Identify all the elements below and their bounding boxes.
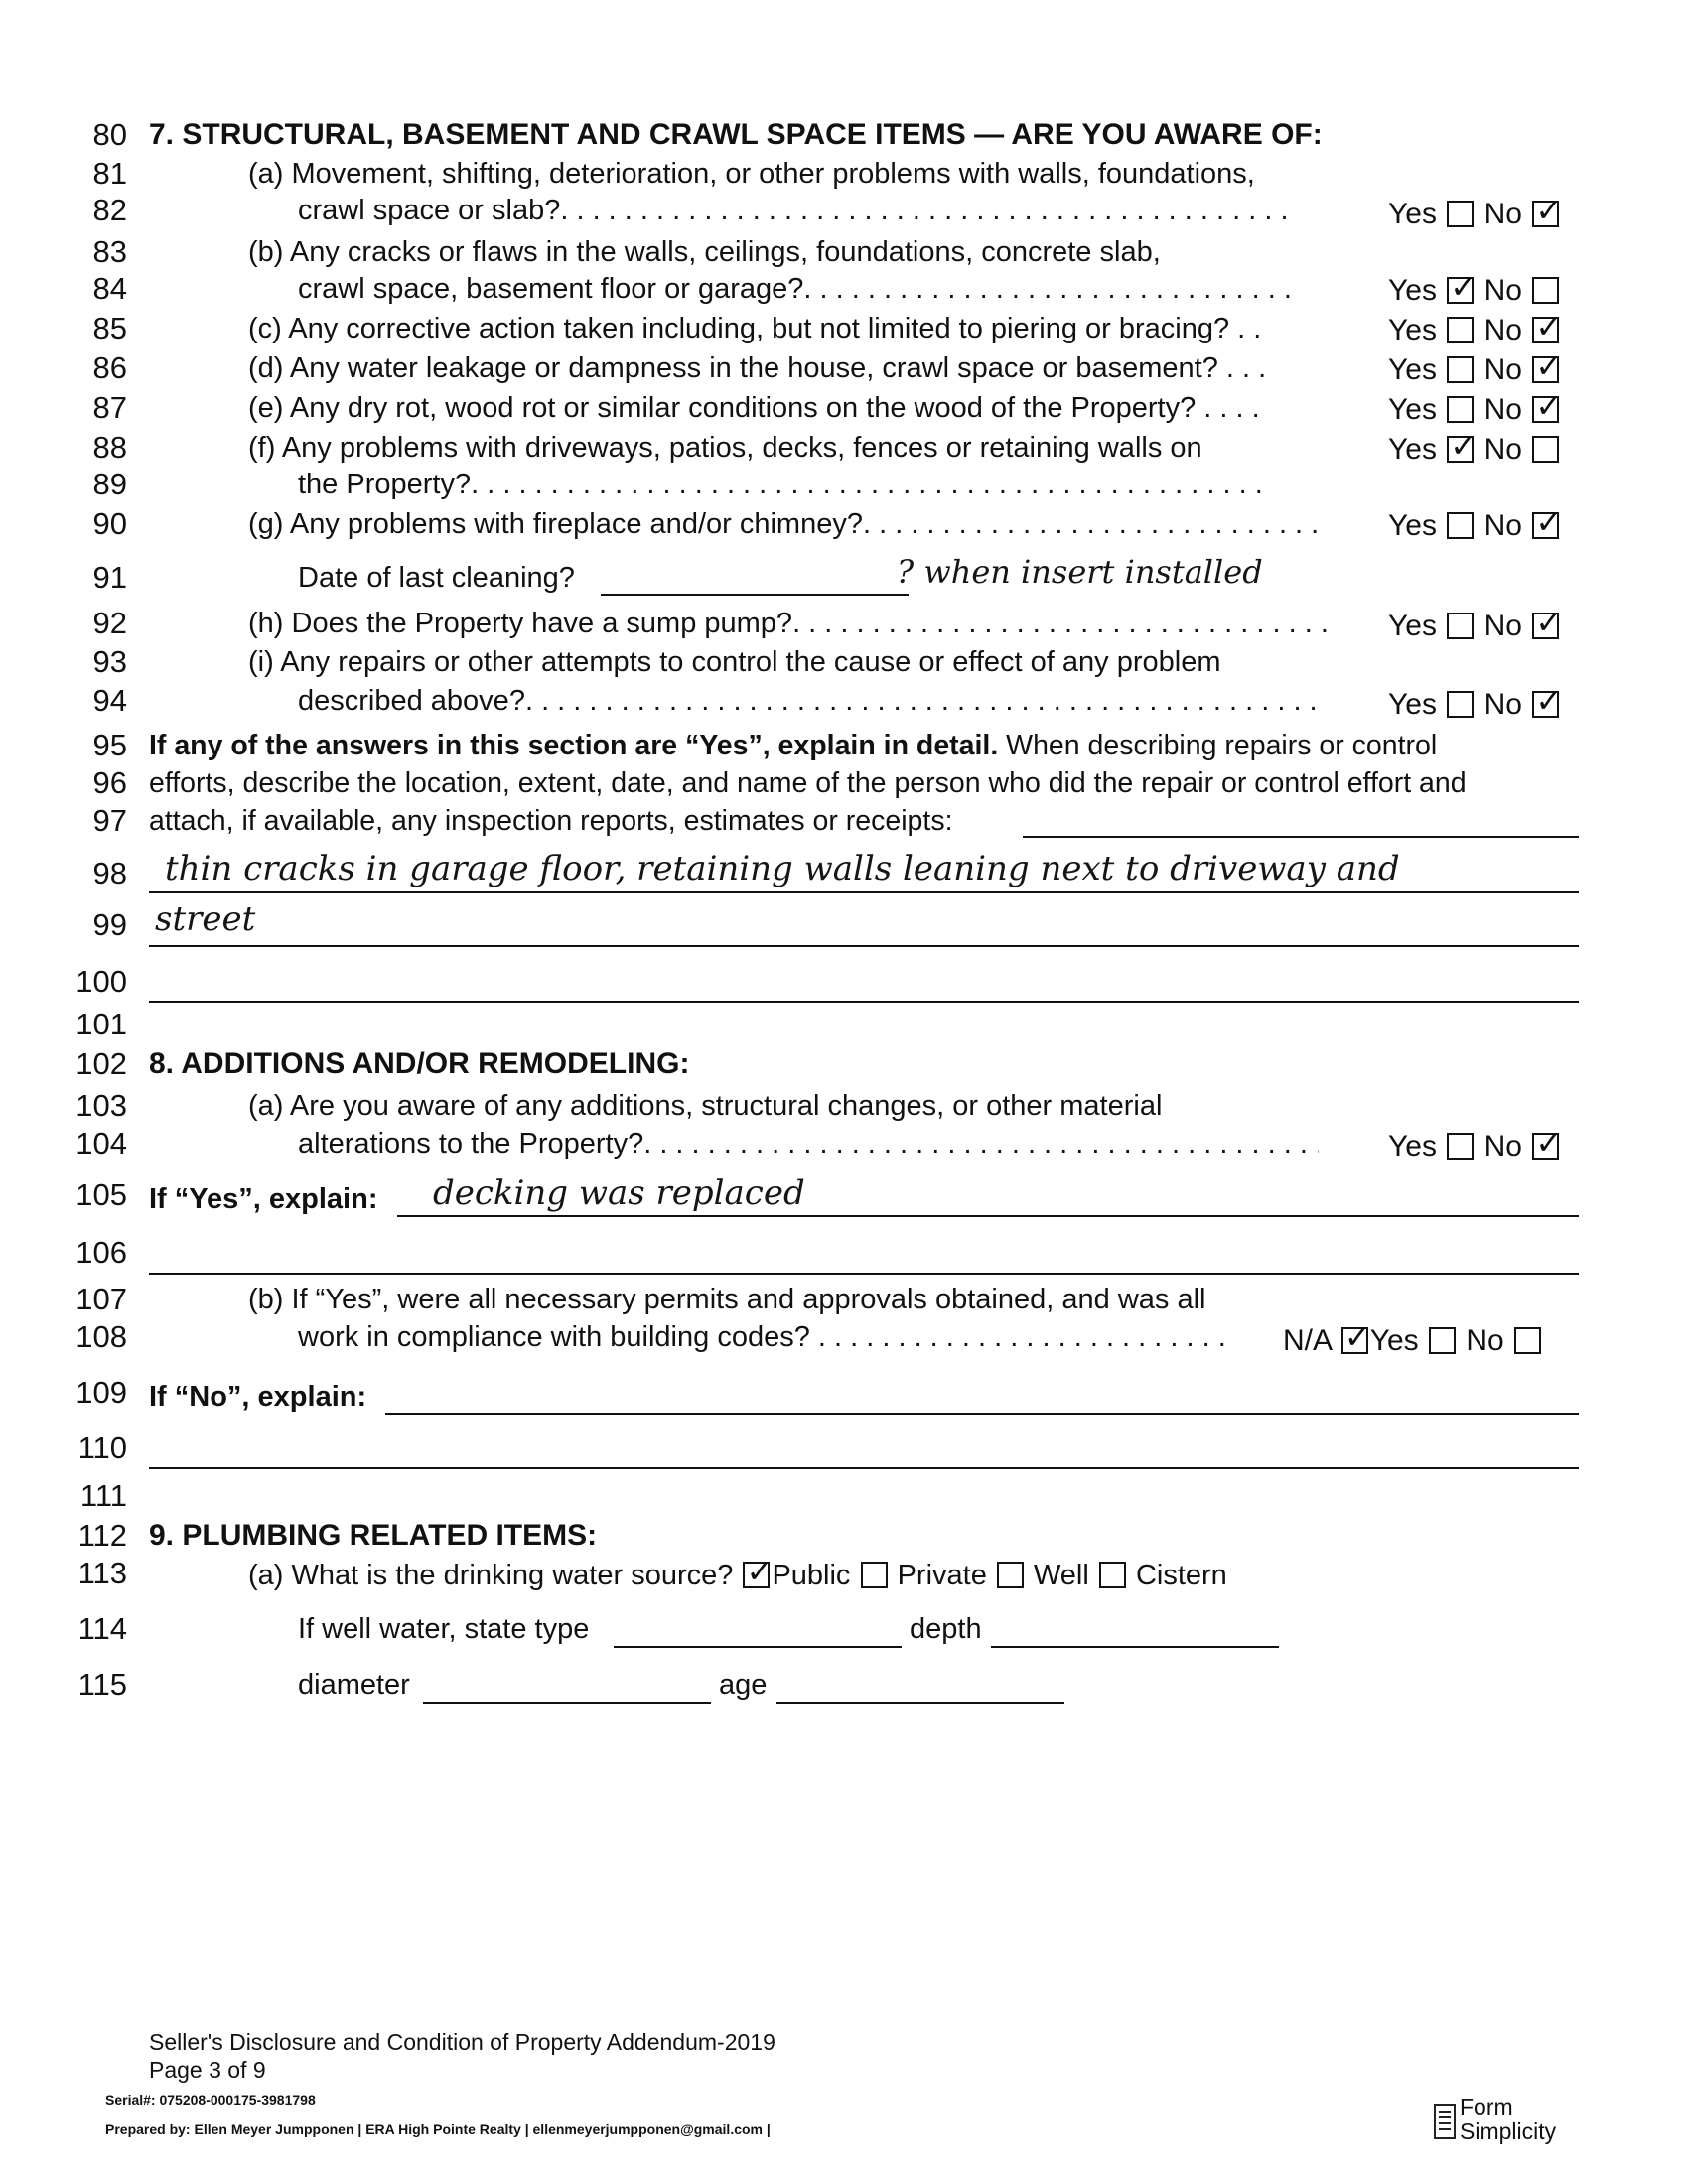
question-8b-line2: work in compliance with building codes? . . . . . . . . . . . . . . . . . . . . . . . . . . (298, 1321, 1226, 1353)
checkbox-cistern[interactable] (1099, 1562, 1126, 1588)
answer-8b (1283, 1323, 1543, 1359)
diameter-line[interactable] (423, 1702, 711, 1704)
line-number: 90 (92, 506, 127, 541)
explain-instructions-line3: attach, if available, any inspection reports, estimates or receipts: (149, 805, 953, 837)
checkbox-7b-yes[interactable] (1447, 277, 1474, 304)
line-number: 87 (92, 390, 127, 425)
answer-7b (1388, 273, 1561, 309)
checkbox-7f-yes[interactable] (1447, 436, 1474, 463)
section-8-heading: 8. ADDITIONS AND/OR REMODELING: (149, 1047, 690, 1080)
last-cleaning-line (601, 594, 909, 596)
answer-7i (1388, 687, 1561, 723)
line-number: 85 (92, 311, 127, 345)
footer-form-title: Seller's Disclosure and Condition of Property Addendum-2019 (149, 2029, 776, 2055)
line-number: 93 (92, 644, 127, 679)
yes-label: Yes (1388, 610, 1437, 642)
line-number: 104 (75, 1126, 127, 1160)
line-number: 114 (77, 1611, 127, 1646)
answer-7e (1388, 392, 1561, 428)
checkbox-7d-no[interactable] (1532, 356, 1559, 383)
yes-label: Yes (1388, 314, 1437, 346)
no-label: No (1483, 610, 1522, 642)
explain-line-110 (149, 1467, 1579, 1469)
document-icon (1434, 2103, 1456, 2138)
line-number: 86 (92, 350, 127, 385)
depth-label: depth (910, 1613, 982, 1645)
line-number: 99 (92, 907, 127, 942)
option-public-label: Public (772, 1560, 851, 1591)
answer-8a (1388, 1129, 1561, 1164)
if-no-explain-label: If “No”, explain: (149, 1381, 367, 1413)
checkbox-7c-yes[interactable] (1447, 317, 1474, 343)
explain-line-99 (149, 945, 1579, 947)
question-7h: (h) Does the Property have a sump pump?. . . (248, 606, 1329, 641)
logo-text-simplicity: Simplicity (1460, 2118, 1557, 2144)
line-number: 107 (75, 1282, 127, 1316)
question-7f-line1: (f) Any problems with driveways, patios, decks, fences or retaining walls on (248, 432, 1202, 464)
if-yes-explain-line (397, 1215, 1579, 1217)
explanation-handwritten-2[interactable]: street (155, 899, 256, 939)
line-number: 115 (77, 1667, 127, 1702)
question-7i-line2: described above?. . . (298, 683, 1320, 719)
footer-prepared-by: Prepared by: Ellen Meyer Jumpponen | ERA High Pointe Realty | ellenmeyerjumpponen@gmail.com | (105, 2121, 771, 2137)
line-number: 101 (75, 1007, 127, 1041)
yes-label: Yes (1388, 198, 1437, 230)
line-number: 89 (92, 467, 127, 501)
yes-label: Yes (1388, 1130, 1437, 1162)
line-number: 112 (77, 1518, 127, 1553)
last-cleaning-value[interactable]: ? when insert installed (897, 553, 1263, 591)
question-8a-line2: alterations to the Property?. . . (298, 1126, 1319, 1161)
yes-label: Yes (1388, 433, 1437, 466)
if-yes-explain-label: If “Yes”, explain: (149, 1183, 378, 1215)
option-private-label: Private (897, 1560, 987, 1591)
yes-label: Yes (1369, 1324, 1419, 1357)
line-number: 83 (92, 234, 127, 269)
no-label: No (1483, 1130, 1522, 1162)
question-9a: (a) What is the drinking water source? ✓ Public Private Well Cistern (248, 1558, 1227, 1593)
no-label: No (1483, 433, 1522, 466)
explain-line-97 (1023, 836, 1579, 838)
question-7a-line1: (a) Movement, shifting, deterioration, or other problems with walls, foundations, (248, 158, 1255, 190)
checkbox-7h-yes[interactable] (1447, 613, 1474, 639)
line-number: 80 (92, 117, 127, 152)
line-number: 91 (92, 560, 127, 595)
na-label: N/A (1283, 1324, 1332, 1357)
line-number: 105 (75, 1177, 127, 1212)
logo-text-form: Form (1460, 2094, 1513, 2119)
no-label: No (1483, 393, 1522, 426)
answer-7d (1388, 352, 1561, 388)
section-7-heading: 7. STRUCTURAL, BASEMENT AND CRAWL SPACE ITEMS — ARE YOU AWARE OF: (149, 118, 1323, 151)
option-cistern-label: Cistern (1135, 1560, 1227, 1591)
section-9-heading: 9. PLUMBING RELATED ITEMS: (149, 1519, 598, 1552)
yes-label: Yes (1388, 393, 1437, 426)
last-cleaning-label: Date of last cleaning? (298, 562, 575, 594)
checkbox-7g-yes[interactable] (1447, 512, 1474, 539)
explain-line-100 (149, 1001, 1579, 1003)
checkbox-7e-yes[interactable] (1447, 396, 1474, 423)
line-number: 92 (92, 606, 127, 640)
line-number: 82 (92, 193, 127, 227)
explain-line-98 (149, 891, 1579, 893)
line-number: 98 (92, 856, 127, 890)
question-7b-line2: crawl space, basement floor or garage?. . . (298, 271, 1300, 307)
checkbox-7f-no[interactable] (1532, 436, 1559, 463)
checkbox-8a-yes[interactable] (1447, 1133, 1474, 1160)
checkbox-7h-no[interactable] (1532, 613, 1559, 639)
yes-label: Yes (1388, 353, 1437, 386)
line-number: 97 (92, 803, 127, 838)
no-label: No (1466, 1324, 1504, 1357)
no-label: No (1483, 509, 1522, 542)
line-number: 94 (92, 683, 127, 718)
checkbox-7a-yes[interactable] (1447, 201, 1474, 227)
question-7e: (e) Any dry rot, wood rot or similar conditions on the wood of the Property? . . . . (248, 392, 1260, 424)
explanation-handwritten-1[interactable]: thin cracks in garage floor, retaining walls leaning next to driveway and (165, 849, 1400, 888)
line-number: 100 (75, 964, 127, 999)
well-type-line[interactable] (614, 1646, 902, 1648)
checkbox-well[interactable] (997, 1562, 1024, 1588)
checkbox-7i-yes[interactable] (1447, 691, 1474, 718)
age-label: age (719, 1669, 768, 1701)
yes-label: Yes (1388, 688, 1437, 721)
line-number: 84 (92, 271, 127, 306)
question-7g: (g) Any problems with fireplace and/or chimney?. . . (248, 506, 1320, 542)
yes-label: Yes (1388, 509, 1437, 542)
checkbox-7e-no[interactable] (1532, 396, 1559, 423)
option-well-label: Well (1033, 1560, 1089, 1591)
answer-7f (1388, 432, 1561, 468)
checkbox-private[interactable] (861, 1562, 888, 1588)
checkbox-8a-no[interactable] (1532, 1133, 1559, 1160)
checkbox-8b-yes[interactable] (1429, 1327, 1456, 1354)
line-number: 109 (75, 1375, 127, 1410)
line-number: 81 (92, 156, 127, 191)
question-7a-line2: crawl space or slab?. . . (298, 193, 1295, 228)
checkbox-7d-yes[interactable] (1447, 356, 1474, 383)
answer-7g (1388, 508, 1561, 544)
no-label: No (1483, 198, 1522, 230)
question-7c: (c) Any corrective action taken including, but not limited to piering or bracing? . . (248, 313, 1262, 344)
no-label: No (1483, 274, 1522, 307)
checkbox-7g-no[interactable] (1532, 512, 1559, 539)
well-type-label: If well water, state type (298, 1613, 590, 1645)
depth-line[interactable] (991, 1646, 1279, 1648)
checkbox-8b-na[interactable] (1341, 1327, 1368, 1354)
age-line[interactable] (776, 1702, 1064, 1704)
no-label: No (1483, 688, 1522, 721)
line-number: 108 (75, 1319, 127, 1354)
checkbox-7b-no[interactable] (1532, 277, 1559, 304)
line-number: 95 (92, 728, 127, 762)
footer-page-number: Page 3 of 9 (149, 2057, 266, 2083)
checkbox-7i-no[interactable] (1532, 691, 1559, 718)
answer-7h (1388, 609, 1561, 644)
if-yes-explain-value[interactable]: decking was replaced (433, 1173, 805, 1213)
explain-line-106 (149, 1273, 1579, 1275)
if-no-explain-line (385, 1413, 1579, 1415)
checkbox-public[interactable] (743, 1562, 770, 1588)
line-number: 111 (79, 1478, 127, 1513)
line-number: 113 (77, 1556, 127, 1590)
question-8a-line1: (a) Are you aware of any additions, structural changes, or other material (248, 1090, 1163, 1122)
checkbox-7c-no[interactable] (1532, 317, 1559, 343)
question-8b-line1: (b) If “Yes”, were all necessary permits and approvals obtained, and was all (248, 1284, 1206, 1315)
line-number: 96 (92, 765, 127, 800)
no-label: No (1483, 314, 1522, 346)
line-number: 102 (75, 1046, 127, 1081)
question-7b-line1: (b) Any cracks or flaws in the walls, ceilings, foundations, concrete slab, (248, 236, 1161, 268)
diameter-label: diameter (298, 1669, 410, 1701)
question-7i-line1: (i) Any repairs or other attempts to control the cause or effect of any problem (248, 646, 1221, 678)
answer-7a (1388, 197, 1561, 232)
formsimplicity-logo (1434, 2095, 1593, 2150)
explain-instructions-line1: If any of the answers in this section are “Yes”, explain in detail. When describing repairs or control (149, 730, 1438, 761)
line-number: 110 (77, 1431, 127, 1465)
question-7d: (d) Any water leakage or dampness in the house, crawl space or basement? . . . (248, 352, 1267, 384)
checkbox-8b-no[interactable] (1514, 1327, 1541, 1354)
yes-label: Yes (1388, 274, 1437, 307)
answer-7c (1388, 313, 1561, 348)
line-number: 88 (92, 430, 127, 465)
explain-instructions-line2: efforts, describe the location, extent, date, and name of the person who did the repair or control effort and (149, 767, 1467, 799)
footer-serial: Serial#: 075208-000175-3981798 (105, 2092, 316, 2108)
question-7f-line2: the Property?. . . (298, 467, 1265, 502)
line-number: 106 (75, 1235, 127, 1270)
no-label: No (1483, 353, 1522, 386)
line-number: 103 (75, 1088, 127, 1123)
checkbox-7a-no[interactable] (1532, 201, 1559, 227)
